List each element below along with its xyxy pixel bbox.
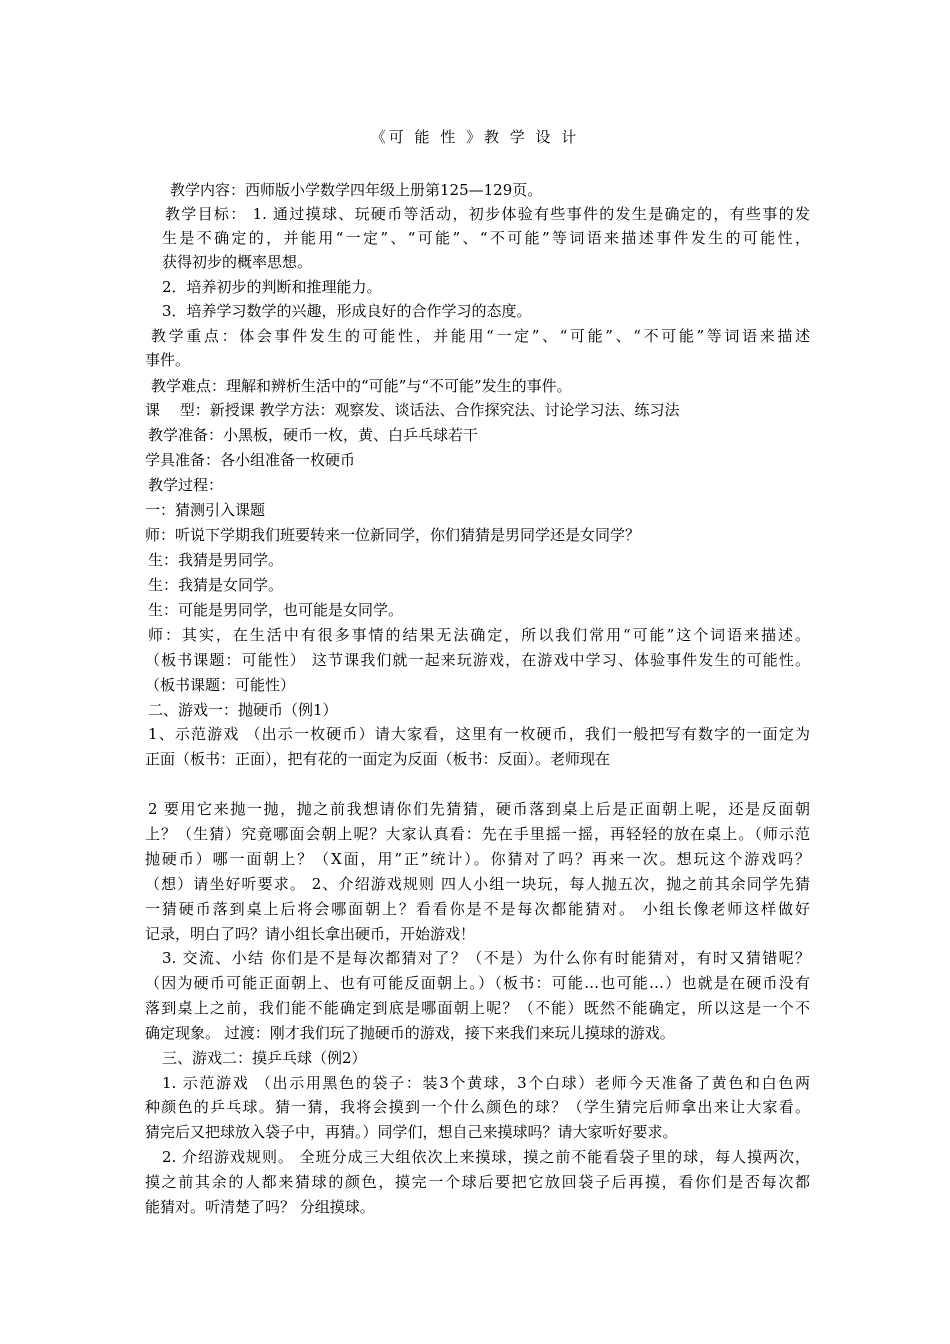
text-line: 三、游戏二：摸乒乓球（例2）	[162, 1049, 367, 1067]
text-line: 事件。	[145, 351, 191, 369]
text-line: 教学重点：体会事件发生的可能性，并能用“一定”、“可能”、“不可能”等词语来描述	[151, 327, 810, 345]
text-line: 教学过程：	[148, 476, 224, 494]
text-line: 一猜硬币落到桌上后将会哪面朝上？看看你是不是每次都能猜对。 小组长像老师这样做好	[145, 900, 810, 918]
text-line: （因为硬币可能正面朝上、也有可能反面朝上。）（板书：可能…也可能…）也就是在硬币没有	[145, 974, 810, 992]
text-line: 1、示范游戏 （出示一枚硬币）请大家看，这里有一枚硬币，我们一般把写有数字的一面定为	[148, 725, 810, 743]
text-line: 师：听说下学期我们班要转来一位新同学，你们猜猜是男同学还是女同学？	[145, 526, 641, 544]
text-line: 抛硬币）哪一面朝上？（X面，用”正”统计）。你猜对了吗？再来一次。想玩这个游戏吗？	[145, 850, 810, 868]
text-line: 2 要用它来抛一抛，抛之前我想请你们先猜猜，硬币落到桌上后是正面朝上呢，还是反面朝	[148, 800, 810, 818]
text-line: 上？（生猜）究竟哪面会朝上呢？大家认真看：先在手里摇一摇，再轻轻的放在桌上。（师示范	[145, 825, 810, 843]
text-line: 生：我猜是女同学。	[148, 576, 284, 594]
text-line: 学具准备：各小组准备一枚硬币	[145, 451, 356, 469]
text-line: 课 型：新授课 教学方法：观察发、谈话法、合作探究法、讨论学习法、练习法	[145, 401, 680, 419]
document-title: 《可 能 性 》教 学 设 计	[370, 128, 580, 146]
text-line: 师：其实，在生活中有很多事情的结果无法确定，所以我们常用“可能”这个词语来描述。	[148, 626, 810, 644]
text-line: 猜完后又把球放入袋子中，再猜。）同学们，想自己来摸球吗？请大家听好要求。	[145, 1123, 678, 1141]
text-line: 3. 交流、小结 你们是不是每次都猜对了？（不是）为什么你有时能猜对，有时又猜错呢？	[162, 949, 810, 967]
text-line: 确定现象。 过渡：刚才我们玩了抛硬币的游戏，接下来我们来玩儿摸球的游戏。	[145, 1024, 675, 1042]
text-line: 教学内容：西师版小学数学四年级上册第125—129页。	[170, 181, 543, 199]
text-line: 生是不确定的，并能用“一定”、“可能”、“不可能”等词语来描述事件发生的可能性，	[162, 229, 810, 247]
text-line: 3．培养学习数学的兴趣，形成良好的合作学习的态度。	[162, 302, 532, 320]
text-line: 正面（板书：正面），把有花的一面定为反面（板书：反面）。老师现在	[145, 750, 611, 768]
text-line: （板书课题：可能性） 这节课我们就一起来玩游戏，在游戏中学习、体验事件发生的可能性。	[145, 651, 810, 669]
text-line: 1. 示范游戏 （出示用黑色的袋子：装3个黄球，3个白球）老师今天准备了黄色和白色两	[162, 1074, 810, 1092]
text-line: 种颜色的乒乓球。猜一猜，我将会摸到一个什么颜色的球？（学生猜完后师拿出来让大家看。	[145, 1098, 810, 1116]
text-line: 2．培养初步的判断和推理能力。	[162, 278, 382, 296]
text-line: 二、游戏一：抛硬币（例1）	[148, 701, 338, 719]
text-line: 2. 介绍游戏规则。 全班分成三大组依次上来摸球，摸之前不能看袋子里的球，每人摸两次，	[162, 1148, 810, 1166]
text-line: 摸之前其余的人都来猜球的颜色，摸完一个球后要把它放回袋子后再摸，看你们是否每次都	[145, 1173, 810, 1191]
text-line: 获得初步的概率思想。	[162, 253, 313, 271]
text-line: 生：我猜是男同学。	[148, 551, 284, 569]
text-line: 教学目标： 1. 通过摸球、玩硬币等活动，初步体验有些事件的发生是确定的，有些事的发	[165, 205, 810, 223]
text-line: 教学准备：小黑板，硬币一枚，黄、白乒乓球若干	[148, 426, 479, 444]
text-line: 一：猜测引入课题	[145, 501, 266, 519]
text-line: 教学难点：理解和辨析生活中的“可能”与“不可能”发生的事件。	[151, 377, 572, 395]
text-line: 记录，明白了吗？请小组长拿出硬币，开始游戏！	[145, 925, 476, 943]
text-line: （板书课题：可能性）	[145, 676, 296, 694]
text-line: 能猜对。听清楚了吗？ 分组摸球。	[145, 1198, 375, 1216]
text-line: 落到桌上之前，我们能不能确定到底是哪面朝上呢？（不能）既然不能确定，所以这是一个不	[145, 999, 810, 1017]
text-line: （想）请坐好听要求。 2、介绍游戏规则 四人小组一块玩，每人抛五次，抛之前其余同学先猜	[145, 875, 810, 893]
text-line: 生：可能是男同学，也可能是女同学。	[148, 601, 404, 619]
